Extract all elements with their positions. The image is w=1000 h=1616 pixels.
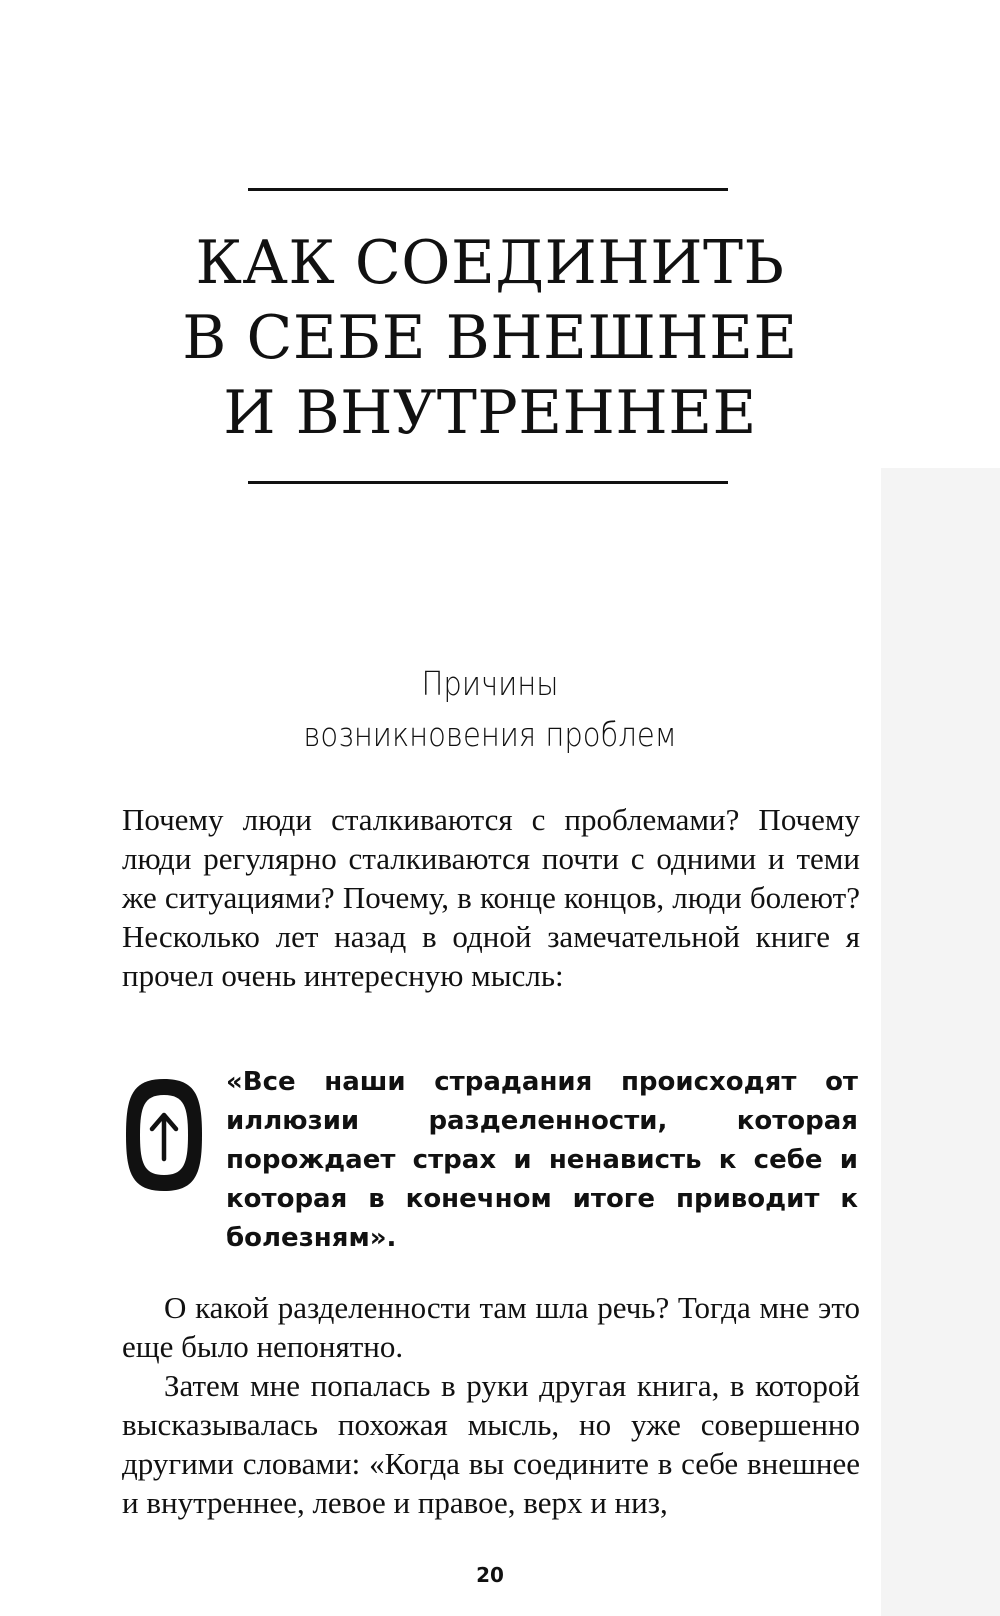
section-title-line-1: Причины	[421, 664, 559, 703]
quote-text: «Все наши страдания происходят от иллюзии разделенности, которая порождает страх и ненависть к себе и которая в конечном итоге приводит к болезням».	[226, 1067, 858, 1253]
chapter-title	[150, 226, 830, 451]
up-arrow-oval-icon	[122, 1075, 206, 1195]
quote-block	[122, 1063, 862, 1253]
page-number: 20	[476, 1563, 504, 1587]
top-rule	[248, 188, 728, 191]
section-title-line-2: возникновения проблем	[303, 715, 677, 754]
section-title	[235, 658, 745, 760]
page-edge-shadow	[881, 468, 1000, 1616]
chapter-title-line-2: В СЕБЕ ВНЕШНЕЕ	[182, 303, 798, 373]
bottom-rule	[248, 481, 728, 484]
chapter-title-line-3: И ВНУТРЕННЕЕ	[223, 378, 757, 448]
paragraph-2: О какой разделенности там шла речь? Тогда мне это еще было непонятно.	[122, 1290, 860, 1364]
paragraph-3: Затем мне попалась в руки другая книга, в которой высказывалась похожая мысль, но уже совершенно другими словами: «Когда вы соедините в себе внешнее и внутреннее, левое и правое, верх и низ,	[122, 1368, 860, 1520]
paragraph-1: Почему люди сталкиваются с проблемами? Почему люди регулярно сталкиваются почти с одними и теми же ситуациями? Почему, в конце концов, люди болеют? Несколько лет назад в одной замечательной книге я прочел очень интересную мысль:	[122, 802, 860, 993]
chapter-title-line-1: КАК СОЕДИНИТЬ	[195, 228, 785, 298]
